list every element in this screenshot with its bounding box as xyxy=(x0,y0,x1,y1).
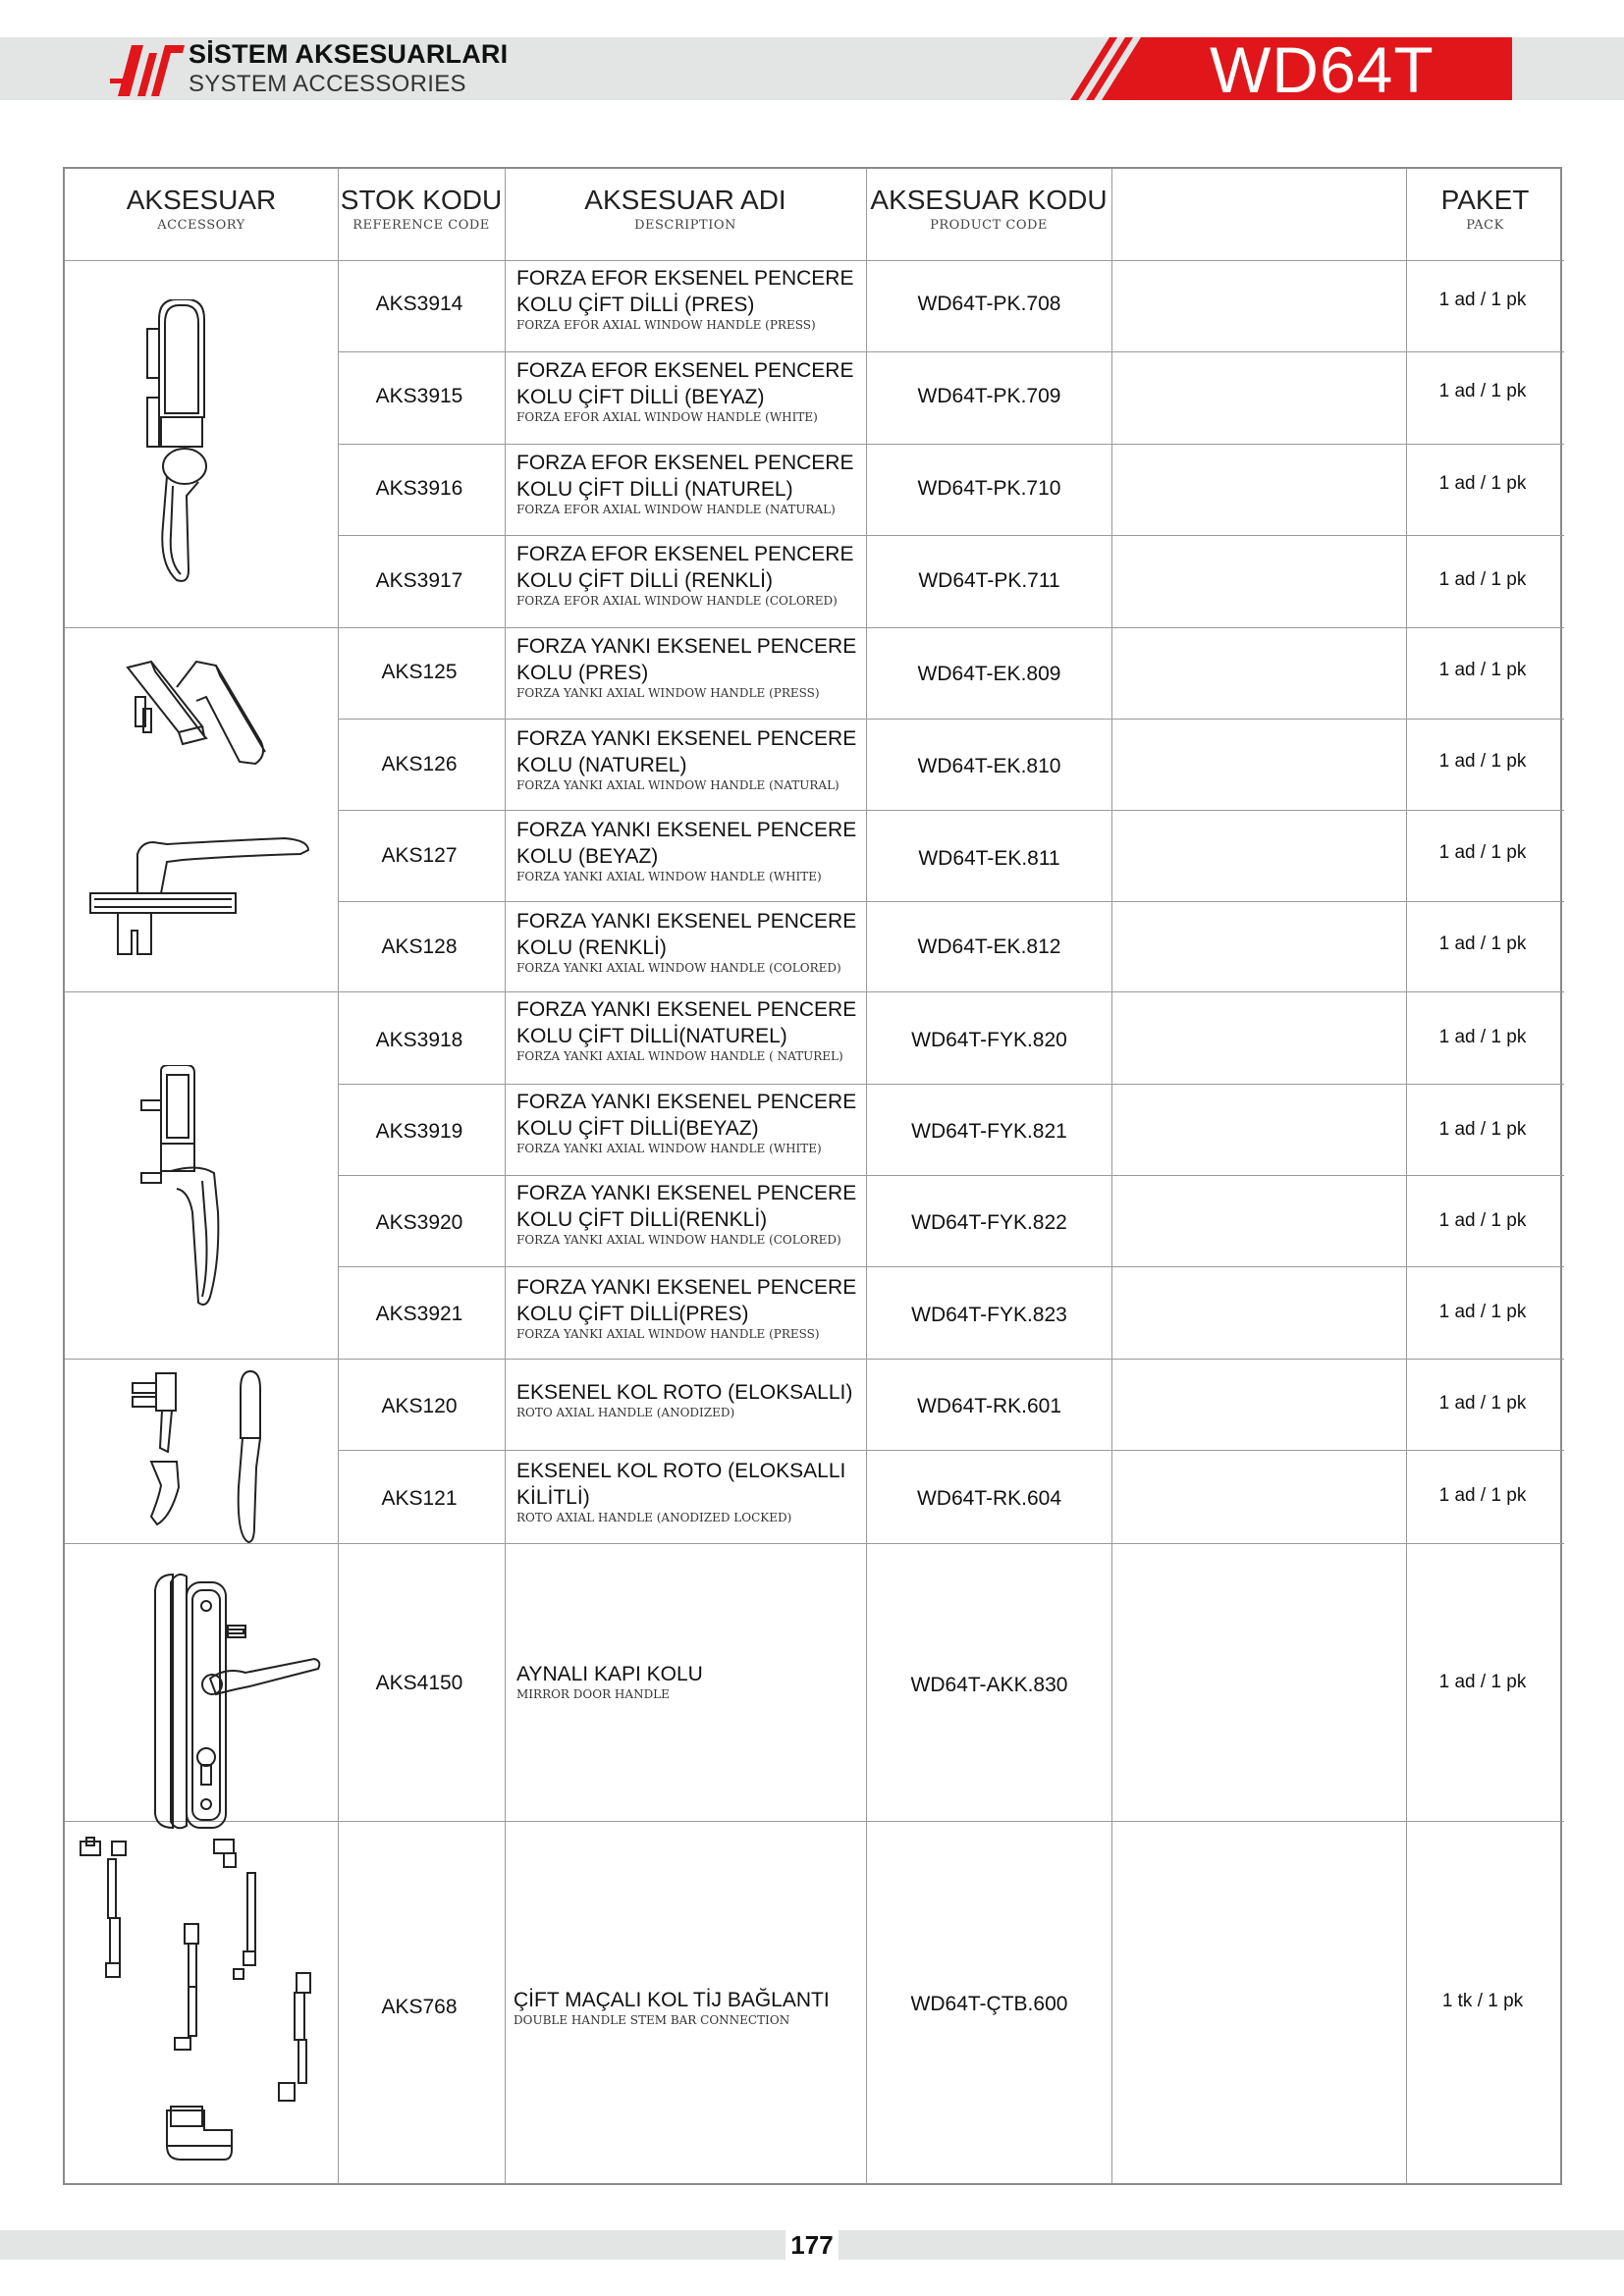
pack-cell: 1 ad / 1 pk xyxy=(1438,1119,1527,1140)
pack-cell: 1 ad / 1 pk xyxy=(1438,934,1527,954)
pack-cell: 1 ad / 1 pk xyxy=(1438,381,1527,401)
description-cell: FORZA EFOR EKSENEL PENCERE KOLU ÇİFT DİLLİ (BEYAZ) FORZA EFOR AXIAL WINDOW HANDLE (WHITE) xyxy=(516,359,854,424)
pack-cell: 1 ad / 1 pk xyxy=(1438,660,1527,680)
stock-code-cell: AKS3920 xyxy=(375,1211,463,1234)
product-code-cell: WD64T-PK.709 xyxy=(917,385,1061,407)
description-cell: FORZA EFOR EKSENEL PENCERE KOLU ÇİFT DİLLİ (RENKLİ) FORZA EFOR AXIAL WINDOW HANDLE (COLORED) xyxy=(516,543,854,608)
pack-cell: 1 ad / 1 pk xyxy=(1438,290,1527,310)
product-code-cell: WD64T-EK.812 xyxy=(917,935,1061,958)
product-code-cell: WD64T-PK.711 xyxy=(918,569,1060,592)
description-cell: EKSENEL KOL ROTO (ELOKSALLI) ROTO AXIAL HANDLE (ANODIZED) xyxy=(516,1381,853,1419)
product-code-cell: WD64T-PK.708 xyxy=(917,293,1061,315)
pack-cell: 1 ad / 1 pk xyxy=(1438,473,1527,494)
stock-code-cell: AKS128 xyxy=(381,935,458,958)
mirror-door-handle-illustration xyxy=(147,1571,324,1836)
product-code-cell: WD64T-ÇTB.600 xyxy=(910,1993,1068,2015)
yanki-double-handle-illustration xyxy=(137,1065,245,1310)
pack-cell: 1 ad / 1 pk xyxy=(1438,1393,1527,1414)
column-header-product-code: AKSESUAR KODU PRODUCT CODE xyxy=(870,185,1108,233)
column-header-description: AKSESUAR ADI DESCRIPTION xyxy=(584,185,786,233)
stock-code-cell: AKS3915 xyxy=(375,385,463,407)
stock-code-cell: AKS4150 xyxy=(375,1672,463,1694)
pack-cell: 1 ad / 1 pk xyxy=(1438,1027,1527,1047)
stock-code-cell: AKS3919 xyxy=(375,1120,463,1143)
stock-code-cell: AKS126 xyxy=(381,753,458,775)
stock-code-cell: AKS127 xyxy=(381,844,458,867)
roto-handle-illustration-bottom xyxy=(137,1458,196,1526)
column-header-stock-code: STOK KODU REFERENCE CODE xyxy=(340,185,503,233)
efor-handle-illustration xyxy=(137,299,236,584)
stock-code-cell: AKS121 xyxy=(381,1487,458,1510)
description-cell: FORZA EFOR EKSENEL PENCERE KOLU ÇİFT DİLLİ (NATUREL) FORZA EFOR AXIAL WINDOW HANDLE (NATURAL) xyxy=(516,452,854,516)
description-cell: FORZA YANKI EKSENEL PENCERE KOLU ÇİFT DİLLİ(BEYAZ) FORZA YANKI AXIAL WINDOW HANDLE (WHITE) xyxy=(516,1091,857,1155)
description-cell: FORZA YANKI EKSENEL PENCERE KOLU ÇİFT DİLLİ(PRES) FORZA YANKI AXIAL WINDOW HANDLE (PRESS) xyxy=(516,1276,857,1341)
pack-cell: 1 ad / 1 pk xyxy=(1438,569,1527,590)
product-code-cell: WD64T-EK.810 xyxy=(917,755,1061,777)
stem-bar-connection-illustration xyxy=(77,1836,332,2169)
pack-cell: 1 ad / 1 pk xyxy=(1438,842,1527,863)
product-code-cell: WD64T-FYK.823 xyxy=(911,1304,1067,1326)
product-code-cell: WD64T-EK.811 xyxy=(918,847,1060,870)
product-code-cell: WD64T-FYK.821 xyxy=(911,1120,1067,1143)
product-code-cell: WD64T-RK.604 xyxy=(916,1487,1062,1510)
product-code-cell: WD64T-FYK.820 xyxy=(911,1029,1067,1051)
description-cell: FORZA YANKI EKSENEL PENCERE KOLU ÇİFT DİLLİ(NATUREL) FORZA YANKI AXIAL WINDOW HANDLE ( NATUREL) xyxy=(516,998,857,1063)
product-code-cell: WD64T-RK.601 xyxy=(916,1395,1062,1417)
description-cell: FORZA YANKI EKSENEL PENCERE KOLU (RENKLİ) FORZA YANKI AXIAL WINDOW HANDLE (COLORED) xyxy=(516,910,857,975)
description-cell: FORZA YANKI EKSENEL PENCERE KOLU (BEYAZ) FORZA YANKI AXIAL WINDOW HANDLE (WHITE) xyxy=(516,819,857,883)
pack-cell: 1 ad / 1 pk xyxy=(1438,1485,1527,1506)
stock-code-cell: AKS3917 xyxy=(375,569,463,592)
column-header-pack: PAKET PACK xyxy=(1440,185,1530,233)
description-cell: AYNALI KAPI KOLU MIRROR DOOR HANDLE xyxy=(516,1663,703,1701)
page-number: 177 xyxy=(790,2230,834,2260)
product-code-cell: WD64T-EK.809 xyxy=(917,663,1061,685)
product-code-cell: WD64T-PK.710 xyxy=(917,477,1061,500)
pack-cell: 1 ad / 1 pk xyxy=(1438,1672,1527,1692)
description-cell: FORZA YANKI EKSENEL PENCERE KOLU ÇİFT DİLLİ(RENKLİ) FORZA YANKI AXIAL WINDOW HANDLE (COLORED) xyxy=(516,1182,857,1247)
product-code-cell: WD64T-AKK.830 xyxy=(910,1674,1068,1696)
roto-handle-illustration-side xyxy=(123,1369,206,1453)
stock-code-cell: AKS125 xyxy=(381,661,458,683)
model-code: WD64T xyxy=(1210,33,1435,106)
description-cell: FORZA EFOR EKSENEL PENCERE KOLU ÇİFT DİLLİ (PRES) FORZA EFOR AXIAL WINDOW HANDLE (PRESS) xyxy=(516,267,854,332)
pack-cell: 1 ad / 1 pk xyxy=(1438,1210,1527,1231)
company-logo xyxy=(110,39,185,98)
stock-code-cell: AKS120 xyxy=(381,1395,458,1417)
stock-code-cell: AKS3918 xyxy=(375,1029,463,1051)
pack-cell: 1 tk / 1 pk xyxy=(1441,1991,1524,2011)
column-header-accessory: AKSESUAR ACCESSORY xyxy=(126,185,277,233)
stock-code-cell: AKS3914 xyxy=(375,293,463,315)
pack-cell: 1 ad / 1 pk xyxy=(1438,751,1527,772)
roto-handle-illustration-front xyxy=(231,1369,270,1546)
yanki-handle-illustration-top xyxy=(108,658,275,785)
pack-cell: 1 ad / 1 pk xyxy=(1438,1302,1527,1322)
description-cell: FORZA YANKI EKSENEL PENCERE KOLU (PRES) FORZA YANKI AXIAL WINDOW HANDLE (PRESS) xyxy=(516,635,857,700)
brand-title: SİSTEM AKSESUARLARI xyxy=(189,39,509,69)
stock-code-cell: AKS768 xyxy=(381,1996,458,2018)
description-cell: EKSENEL KOL ROTO (ELOKSALLI KİLİTLİ) ROTO AXIAL HANDLE (ANODIZED LOCKED) xyxy=(516,1460,846,1524)
stock-code-cell: AKS3916 xyxy=(375,477,463,500)
description-cell: ÇİFT MAÇALI KOL TİJ BAĞLANTI DOUBLE HANDLE STEM BAR CONNECTION xyxy=(514,1989,830,2027)
yanki-handle-illustration-side xyxy=(88,834,314,957)
brand-subtitle: SYSTEM ACCESSORIES xyxy=(189,71,466,97)
description-cell: FORZA YANKI EKSENEL PENCERE KOLU (NATUREL) FORZA YANKI AXIAL WINDOW HANDLE (NATURAL) xyxy=(516,727,857,792)
stock-code-cell: AKS3921 xyxy=(375,1303,463,1325)
product-code-cell: WD64T-FYK.822 xyxy=(911,1211,1067,1234)
